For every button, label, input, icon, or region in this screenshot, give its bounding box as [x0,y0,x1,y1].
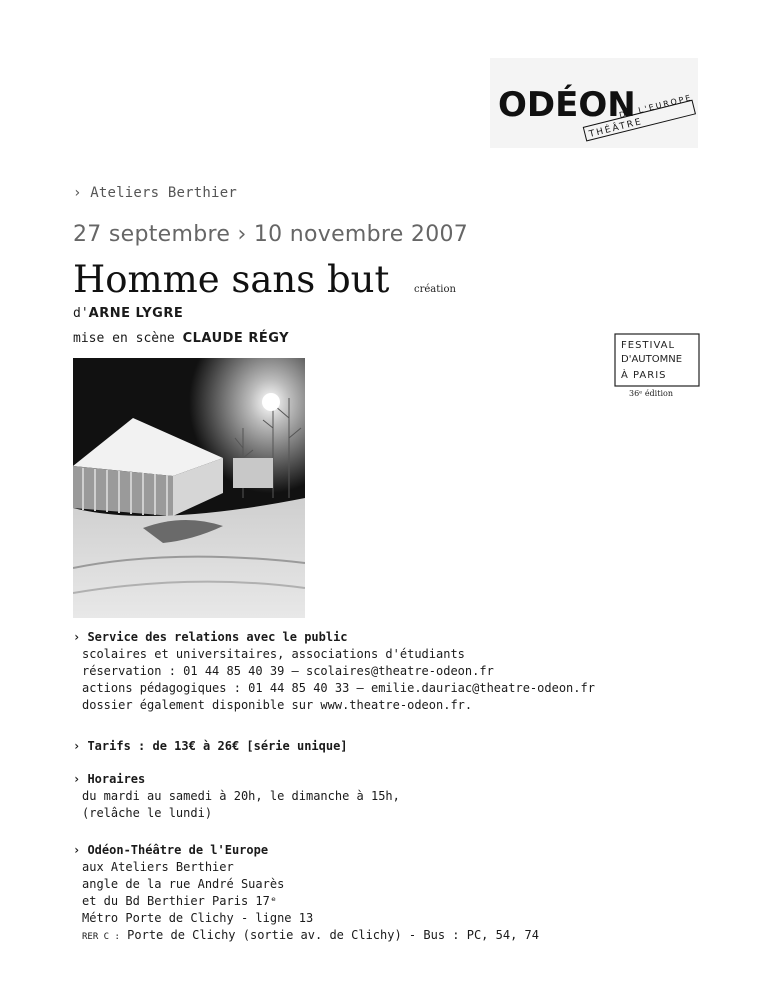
horaires-block [73,771,400,822]
public-line: actions pédagogiques : 01 44 85 40 33 – emilie.dauriac@theatre-odeon.fr [82,681,595,695]
logo-sub2: DE L'EUROPE [618,93,694,120]
tarifs-block [73,738,348,755]
creation-tag: création [414,284,456,295]
public-line: réservation : 01 44 85 40 39 – scolaires@theatre-odeon.fr [82,664,494,678]
director-name: CLAUDE RÉGY [182,331,290,346]
author-prefix: d' [73,306,89,321]
director-line [73,331,289,346]
horaires-heading: › Horaires [73,772,146,786]
horaires-line: (relâche le lundi) [82,806,213,820]
festival-line2: D'AUTOMNE [621,354,683,365]
rer-line [73,927,539,946]
public-heading: › Service des relations avec le public [73,630,348,644]
address-block [73,842,539,946]
festival-edition: 36ᵉ édition [629,389,673,398]
odeon-logo [490,58,698,148]
festival-logo [613,332,701,398]
play-title: Homme sans but [73,258,390,301]
photo-graphic [73,358,305,618]
rer-label: RER C : [82,932,120,942]
public-relations-block [73,629,595,714]
public-line: scolaires et universitaires, associations d'étudiants [82,647,465,661]
logo-brand: ODÉON [498,85,636,125]
festival-line3: À PARIS [621,370,667,381]
venue-label: › Ateliers Berthier [73,185,237,201]
festival-line1: FESTIVAL [621,340,676,351]
director-prefix: mise en scène [73,331,183,346]
address-line: Métro Porte de Clichy - ligne 13 [82,911,314,925]
address-heading: › Odéon-Théâtre de l'Europe [73,843,269,857]
logo-sub1: THÉÂTRE [588,116,644,140]
author-name: ARNE LYGRE [88,306,184,321]
address-line: et du Bd Berthier Paris 17ᵉ [82,894,278,908]
tarifs-heading: › Tarifs : de 13€ à 26€ [série unique] [73,739,348,753]
public-line: dossier également disponible sur www.theatre-odeon.fr. [82,698,473,712]
date-range: 27 septembre › 10 novembre 2007 [73,222,469,247]
snowy-house-photo [73,358,305,618]
odeon-logo-graphic [490,58,698,148]
rer-text: Porte de Clichy (sortie av. de Clichy) - Bus : PC, 54, 74 [119,928,539,942]
author-line [73,306,183,321]
address-line: aux Ateliers Berthier [82,860,234,874]
address-line: angle de la rue André Suarès [82,877,285,891]
horaires-line: du mardi au samedi à 20h, le dimanche à 15h, [82,789,400,803]
festival-logo-graphic [613,332,701,398]
